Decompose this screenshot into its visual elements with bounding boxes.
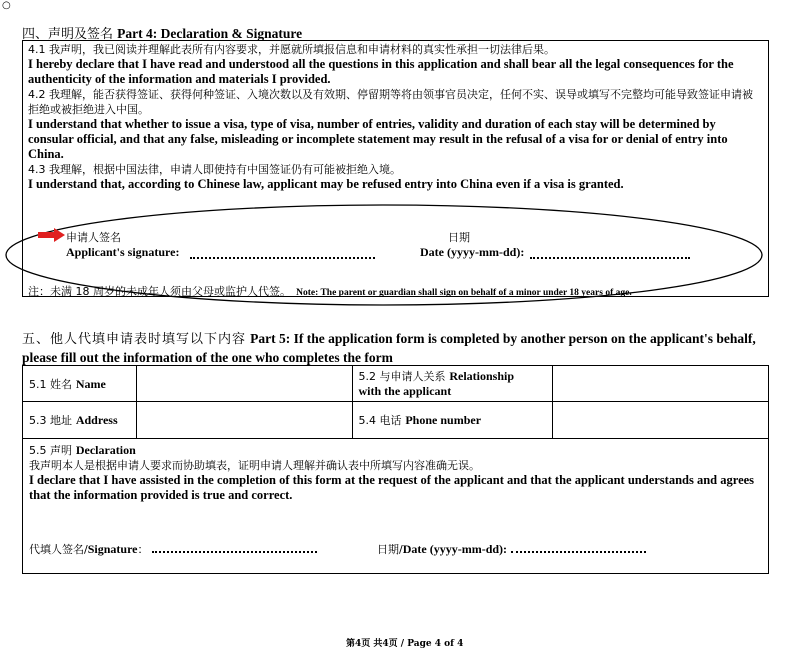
applicant-signature-label-cn: 申请人签名 [66, 231, 121, 244]
applicant-signature-field[interactable] [190, 257, 375, 259]
part5-table [22, 365, 769, 574]
part5-title-cn: 五、他人代填申请表时填写以下内容 [22, 332, 247, 347]
item1-en: I hereby declare that I have read and understood all the questions in this application and shall bear all the legal consequences for the authenticity of the information and materials I provided. [28, 57, 734, 86]
address-field[interactable] [136, 402, 352, 439]
minor-note [28, 280, 632, 299]
name-field[interactable] [136, 366, 352, 402]
completer-signature-row: 代填人签名/Signature： 日期/Date (yyyy-mm-dd): [29, 537, 762, 559]
completer-date-label-en: Date (yyyy-mm-dd): [402, 542, 508, 556]
relationship-label: 5.2 与申请人关系 Relationship with the applicant [352, 366, 553, 402]
minor-note-cn: 注：未满 18 周岁的未成年人须由父母或监护人代签。 [28, 285, 291, 298]
address-label: 5.3 地址 Address [23, 402, 137, 439]
completer-signature-label-cn: 代填人签名/ [29, 543, 88, 556]
minor-note-en: Note: The parent or guardian shall sign on behalf of a minor under 18 years of age. [296, 288, 632, 298]
part4-declarations [28, 42, 763, 192]
part5-title-en: Part 5: If the application form is completed by another person on the applicant's behalf, please fill out the information of the one who completes the form [22, 331, 756, 365]
completer-signature-field[interactable] [152, 551, 317, 553]
bullet-mark: ○ [2, 0, 11, 11]
applicant-date-field[interactable] [530, 257, 690, 259]
item3-en: I understand that, according to Chinese law, applicant may be refused entry into China even if a visa is granted. [28, 177, 624, 191]
completer-date-label-cn: 日期/ [377, 543, 403, 556]
declaration-label: 5.5 声明 Declaration [29, 443, 136, 457]
page-footer: 第4页 共4页 / Page 4 of 4 [346, 639, 464, 649]
phone-label: 5.4 电话 Phone number [352, 402, 553, 439]
relationship-field[interactable] [553, 366, 769, 402]
item1-cn: 4.1 我声明，我已阅读并理解此表所有内容要求，并愿就所填报信息和申请材料的真实性承担一切法律后果。 [28, 43, 555, 56]
part4-title-cn: 四、声明及签名 [22, 27, 114, 42]
item2-cn: 4.2 我理解，能否获得签证、获得何种签证、入境次数以及有效期、停留期等将由领事官员决定，任何不实、误导或填写不完整均可能导致签证申请被拒绝或被拒绝进入中国。 [28, 88, 753, 116]
declaration-text-cn: 我声明本人是根据申请人要求而协助填表，证明申请人理解并确认表中所填写内容准确无误。 [29, 459, 480, 472]
applicant-date-label-cn: 日期 [448, 231, 470, 244]
item2-en: I understand that whether to issue a visa, type of visa, number of entries, validity and duration of each stay will be determined by consular official, and that any false, misleading or incomplete statement may result in the refusal of a visa for or denial of entry into China. [28, 117, 728, 161]
item3-cn: 4.3 我理解，根据中国法律，申请人即使持有中国签证仍有可能被拒绝入境。 [28, 163, 401, 176]
part5-title [22, 330, 769, 368]
name-label: 5.1 姓名 Name [23, 366, 137, 402]
phone-field[interactable] [553, 402, 769, 439]
part4-title-en: Part 4: Declaration & Signature [117, 26, 303, 41]
declaration-text-en: I declare that I have assisted in the completion of this form at the request of the applicant and that the applicant understands and agrees that the information provided is true and correct. [29, 473, 755, 502]
arrow-icon [38, 228, 66, 242]
applicant-date-label-en: Date (yyyy-mm-dd): [420, 245, 525, 259]
applicant-signature-label-en: Applicant's signature: [66, 245, 180, 259]
completer-signature-label-en: Signature [87, 542, 138, 556]
completer-date-field[interactable] [511, 551, 646, 553]
declaration-cell [23, 439, 769, 574]
